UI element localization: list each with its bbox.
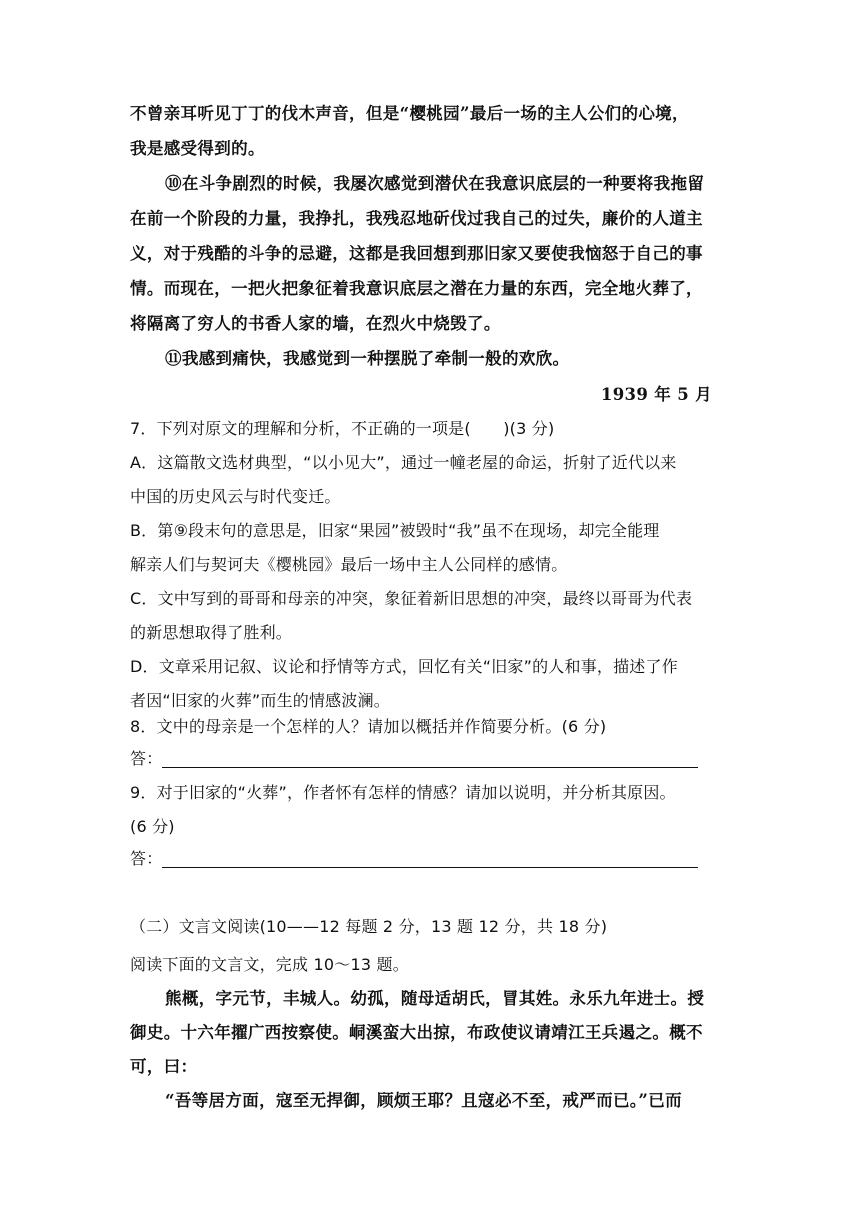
passage-line: 我是感受得到的。 [130, 139, 265, 158]
paragraph-10: ⑩在斗争剧烈的时候，我屡次感觉到潜伏在我意识底层的一种要将我拖留 [165, 174, 705, 193]
option-c: C．文中写到的哥哥和母亲的冲突，象征着新旧思想的冲突，最终以哥哥为代表 [130, 589, 693, 608]
option-a-cont: 中国的历史风云与时代变迁。 [130, 487, 341, 506]
passage-line: 不曾亲耳听见丁丁的伐木声音，但是“樱桃园”最后一场的主人公们的心境， [130, 104, 689, 123]
passage-line: 义，对于残酷的斗争的忌避，这都是我回想到那旧家又要使我恼怒于自己的事 [130, 244, 703, 263]
passage-line: 将隔离了穷人的书香人家的墙，在烈火中烧毁了。 [130, 314, 501, 333]
option-b-cont: 解亲人们与契诃夫《樱桃园》最后一场中主人公同样的感情。 [130, 555, 568, 574]
section-instruction: 阅读下面的文言文，完成 10～13 题。 [130, 955, 409, 974]
option-c-cont: 的新思想取得了胜利。 [130, 623, 293, 642]
date-line: 1939 年 5 月 [600, 385, 712, 404]
classical-text: 可，曰： [130, 1057, 198, 1076]
classical-text: 熊概，字元节，丰城人。幼孤，随母适胡氏，冒其姓。永乐九年进士。授 [165, 989, 705, 1008]
classical-text: “吾等居方面，寇至无捍御，顾烦王耶？且寇必不至，戒严而已。”已而 [165, 1091, 682, 1110]
option-d: D．文章采用记叙、议论和抒情等方式，回忆有关“旧家”的人和事，描述了作 [130, 657, 678, 676]
paragraph-11: ⑪我感到痛快，我感觉到一种摆脱了牵制一般的欢欣。 [165, 349, 570, 368]
question-8: 8．文中的母亲是一个怎样的人？请加以概括并作简要分析。(6 分) [130, 717, 607, 736]
answer-blank-9[interactable] [162, 851, 698, 868]
question-9-cont: (6 分) [130, 817, 175, 836]
option-a: A．这篇散文选材典型，“以小见大”，通过一幢老屋的命运，折射了近代以来 [130, 453, 677, 472]
passage-line: 情。而现在，一把火把象征着我意识底层之潜在力量的东西，完全地火葬了， [130, 279, 703, 298]
passage-line: 在前一个阶段的力量，我挣扎，我残忍地斫伐过我自己的过失，廉价的人道主 [130, 209, 703, 228]
question-7: 7．下列对原文的理解和分析，不正确的一项是( )(3 分) [130, 419, 555, 438]
answer-line-8 [130, 748, 698, 770]
section-title: （二）文言文阅读(10——12 每题 2 分，13 题 12 分，共 18 分) [130, 917, 608, 936]
question-9: 9．对于旧家的“火葬”，作者怀有怎样的情感？请加以说明，并分析其原因。 [130, 783, 676, 802]
answer-label: 答： [130, 749, 163, 768]
answer-label: 答： [130, 849, 163, 868]
option-d-cont: 者因“旧家的火葬”而生的情感波澜。 [130, 691, 390, 710]
answer-line-9 [130, 848, 698, 870]
option-b: B．第⑨段末句的意思是，旧家“果园”被毁时“我”虽不在现场，却完全能理 [130, 521, 660, 540]
answer-blank-8[interactable] [162, 751, 698, 768]
classical-text: 御史。十六年擢广西按察使。峒溪蛮大出掠，布政使议请靖江王兵遏之。概不 [130, 1023, 703, 1042]
